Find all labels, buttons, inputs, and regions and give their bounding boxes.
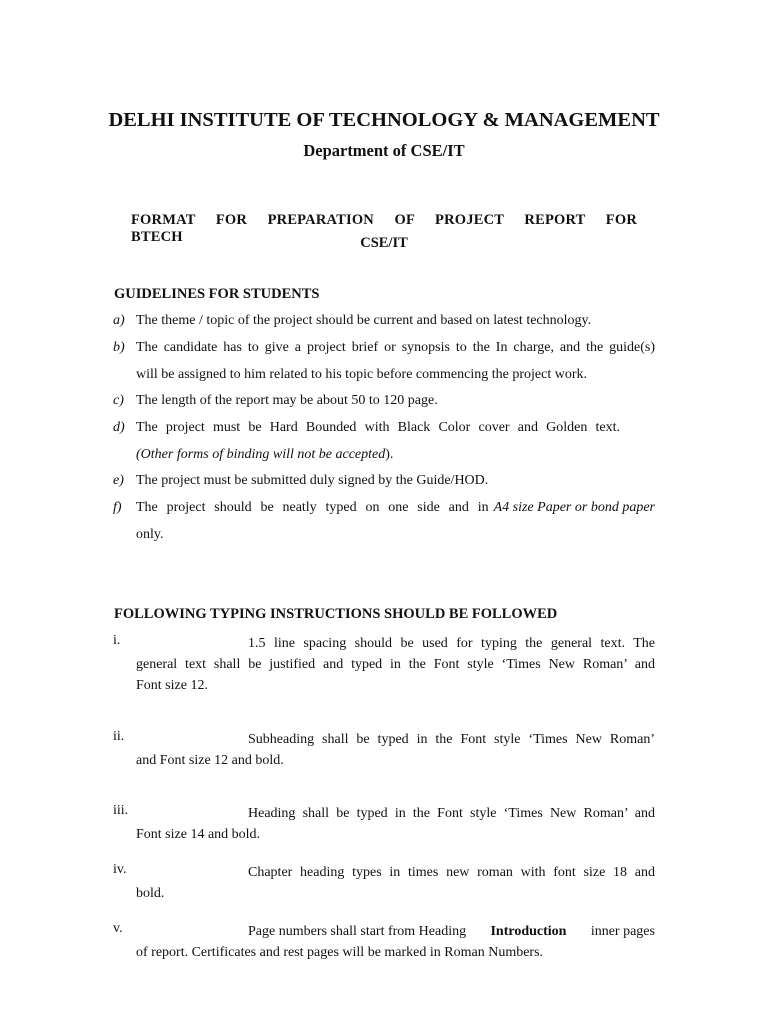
- instruction-text: Page numbers shall start from Heading: [248, 924, 467, 939]
- instruction-first-line: Subheading shall be typed in the Font style ‘Times New Roman’: [248, 732, 655, 747]
- list-item: The project must be Hard Bounded with Black Color cover and Golden text.: [136, 420, 620, 435]
- list-marker: e): [113, 473, 124, 488]
- list-item: The candidate has to give a project brief or synopsis to the In charge, and the guide(s): [136, 340, 655, 355]
- note-tail: ).: [385, 447, 394, 462]
- list-marker: c): [113, 393, 124, 408]
- list-marker: d): [113, 420, 125, 435]
- instruction-first-line: [248, 921, 655, 942]
- instruction-first-line: Heading shall be typed in the Font style ‘Times New Roman’ and: [248, 806, 655, 821]
- roman-marker: iii.: [113, 803, 129, 818]
- list-item: The project must be submitted duly signed by the Guide/HOD.: [136, 473, 489, 488]
- institute-title: DELHI INSTITUTE OF TECHNOLOGY & MANAGEMENT: [108, 109, 660, 131]
- list-marker: b): [113, 340, 125, 355]
- instruction-continuation: Font size 12.: [136, 678, 208, 693]
- list-item-continuation: only.: [136, 527, 164, 542]
- italic-note: (Other forms of binding will not be accepted: [136, 447, 386, 462]
- instruction-continuation: Font size 14 and bold.: [136, 827, 261, 842]
- instruction-first-line: Chapter heading types in times new roman with font size 18 and: [248, 865, 655, 880]
- list-item-plain: The project should be neatly typed on one side and in: [136, 500, 489, 515]
- typing-heading: FOLLOWING TYPING INSTRUCTIONS SHOULD BE FOLLOWED: [114, 606, 558, 622]
- roman-marker: ii.: [113, 729, 125, 744]
- roman-marker: v.: [113, 921, 123, 936]
- introduction-bold: Introduction: [490, 924, 567, 939]
- instruction-continuation: bold.: [136, 886, 165, 901]
- format-title-line2: CSE/IT: [360, 235, 408, 251]
- instruction-text: inner pages: [590, 924, 655, 939]
- roman-marker: iv.: [113, 862, 127, 877]
- department-title: Department of CSE/IT: [303, 141, 465, 160]
- roman-marker: i.: [113, 633, 121, 648]
- list-item: The length of the report may be about 50 to 120 page.: [136, 393, 438, 408]
- list-marker: a): [113, 313, 125, 328]
- list-item-continuation: will be assigned to him related to his topic before commencing the project work.: [136, 367, 587, 382]
- italic-paper-note: A4 size Paper or bond paper: [493, 500, 655, 515]
- instruction-continuation: and Font size 12 and bold.: [136, 753, 284, 768]
- instruction-first-line: 1.5 line spacing should be used for typing the general text. The: [248, 636, 655, 651]
- instruction-continuation: of report. Certificates and rest pages will be marked in Roman Numbers.: [136, 945, 544, 960]
- instruction-continuation: general text shall be justified and typed in the Font style ‘Times New Roman’ and: [136, 657, 655, 672]
- list-item: The theme / topic of the project should be current and based on latest technology.: [136, 313, 592, 328]
- list-item: [136, 500, 655, 516]
- format-title-line1: FORMAT FOR PREPARATION OF PROJECT REPORT FOR BTECH: [131, 212, 637, 245]
- guidelines-heading: GUIDELINES FOR STUDENTS: [114, 286, 320, 302]
- list-item-continuation: [136, 447, 656, 463]
- list-marker: f): [113, 500, 122, 515]
